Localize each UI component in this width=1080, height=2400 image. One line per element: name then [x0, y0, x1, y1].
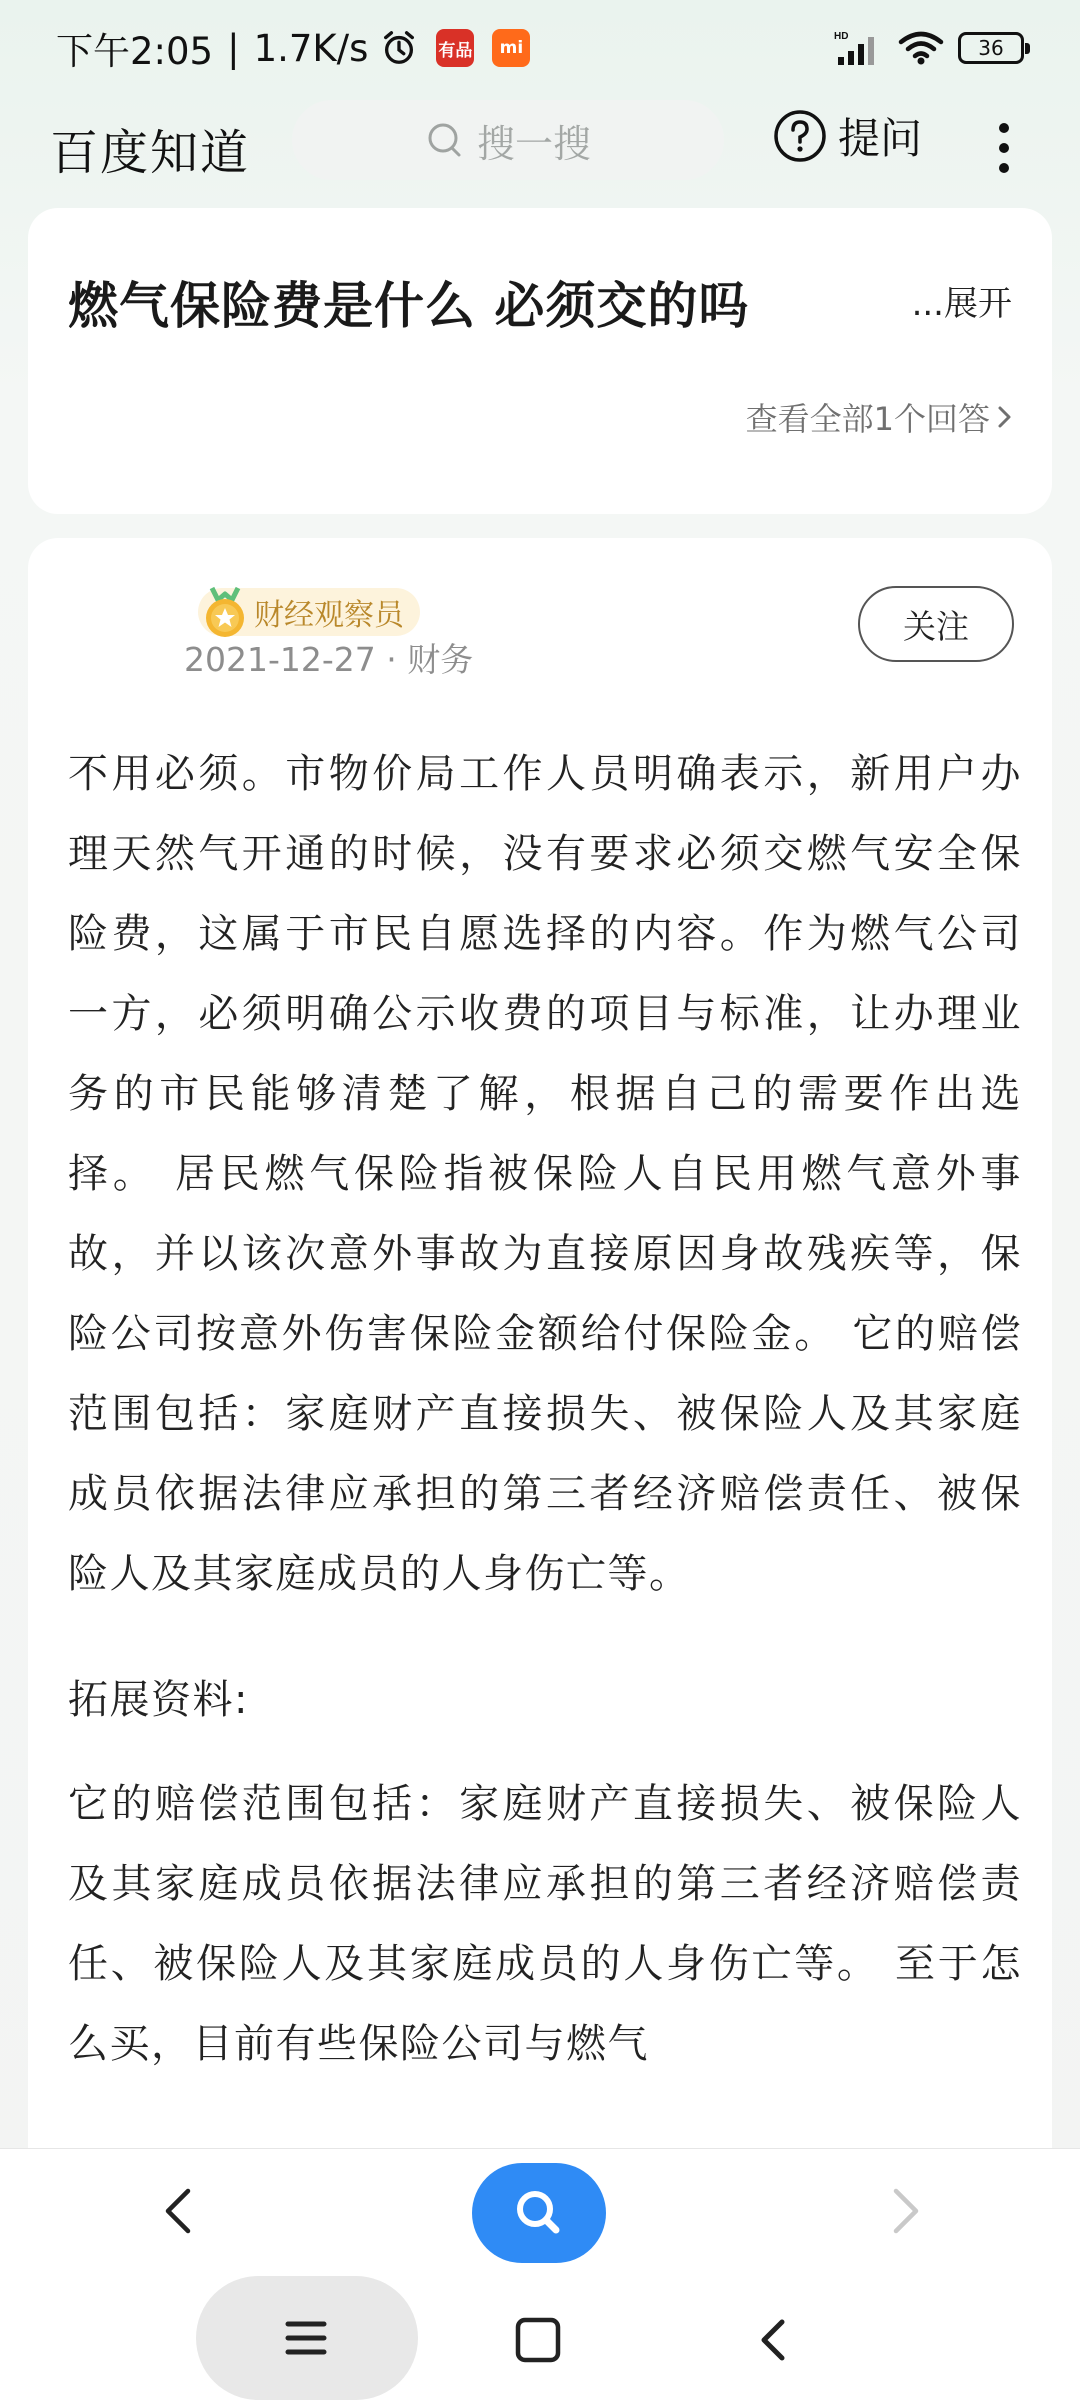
question-title: 燃气保险费是什么 必须交的吗 — [68, 277, 750, 335]
alarm-icon — [380, 29, 418, 67]
extended-info-text: 它的赔偿范围包括：家庭财产直接损失、被保险人及其家庭成员依据法律应承担的第三者经济赔偿责任、被保险人及其家庭成员的人身伤亡等。 至于怎么买，目前有些保险公司与燃气 — [68, 1781, 1022, 2067]
answer-meta — [184, 634, 473, 681]
answer-body: 不用必须。市物价局工作人员明确表示，新用户办理天然气开通的时候，没有要求必须交燃气安全保险费，这属于市民自愿选择的内容。作为燃气公司一方，必须明确公示收费的项目与标准，让办理业务的市民能够清楚了解，根据自己的需要作出选择。 居民燃气保险指被保险人自民用燃气意外事故，并以该次意外事故为直接原因身故残疾等，保险公司按意外伤害保险金额给付保险金。 它的赔偿范围包括：家庭财产直接损失、被保险人及其家庭成员依据法律应承担的第三者经济赔偿责任、被保险人及其家庭成员的人身伤亡等。 — [68, 751, 1022, 1597]
medal-icon — [198, 584, 252, 640]
follow-button[interactable]: 关注 — [858, 586, 1014, 662]
ask-button[interactable] — [772, 106, 922, 166]
youpin-app-icon: 有品 — [436, 29, 474, 67]
menu-icon — [282, 2314, 330, 2362]
ask-label: 提问 — [838, 114, 923, 163]
battery-icon — [958, 32, 1024, 64]
system-menu-button[interactable] — [196, 2276, 418, 2400]
search-icon — [511, 2185, 567, 2241]
answer-category: 财务 — [407, 640, 474, 679]
wifi-icon — [898, 30, 944, 66]
extended-info-label: 拓展资料: — [68, 1677, 249, 1723]
back-arrow-icon[interactable] — [148, 2179, 212, 2243]
author-badge[interactable] — [198, 588, 420, 636]
system-back-icon[interactable] — [746, 2312, 802, 2368]
search-placeholder: 搜一搜 — [476, 121, 591, 166]
status-divider: | — [227, 26, 240, 70]
view-all-answers-link[interactable] — [746, 394, 1016, 440]
forward-arrow-icon[interactable] — [872, 2179, 936, 2243]
bottom-toolbar — [0, 2148, 1080, 2276]
signal-icon — [834, 29, 884, 67]
status-bar — [0, 0, 1080, 96]
help-circle-icon — [772, 108, 828, 164]
status-time: 下午2:05 — [56, 30, 214, 73]
search-button[interactable] — [472, 2163, 606, 2263]
more-vertical-icon[interactable] — [994, 118, 1014, 178]
expand-button[interactable]: ...展开 — [911, 284, 1012, 324]
status-left — [56, 21, 530, 75]
answer-date: 2021-12-27 — [184, 640, 376, 679]
status-right — [834, 29, 1024, 67]
svg-text:HD: HD — [834, 31, 849, 42]
author-badge-label: 财经观察员 — [254, 598, 404, 633]
question-card — [28, 208, 1052, 514]
home-square-icon[interactable] — [512, 2314, 564, 2366]
mi-app-icon: mi — [492, 29, 530, 67]
system-nav-bar — [0, 2276, 1080, 2400]
meta-separator: · — [375, 640, 408, 679]
search-icon — [425, 120, 465, 160]
chevron-right-icon — [994, 402, 1016, 432]
answer-card — [28, 538, 1052, 2258]
brand-logo[interactable]: 百度知道 — [50, 124, 251, 181]
network-speed: 1.7K/s — [253, 26, 369, 70]
app-header — [0, 96, 1080, 200]
search-input[interactable] — [292, 100, 724, 180]
battery-level: 36 — [978, 36, 1004, 60]
view-all-answers-label: 查看全部1个回答 — [745, 400, 990, 438]
